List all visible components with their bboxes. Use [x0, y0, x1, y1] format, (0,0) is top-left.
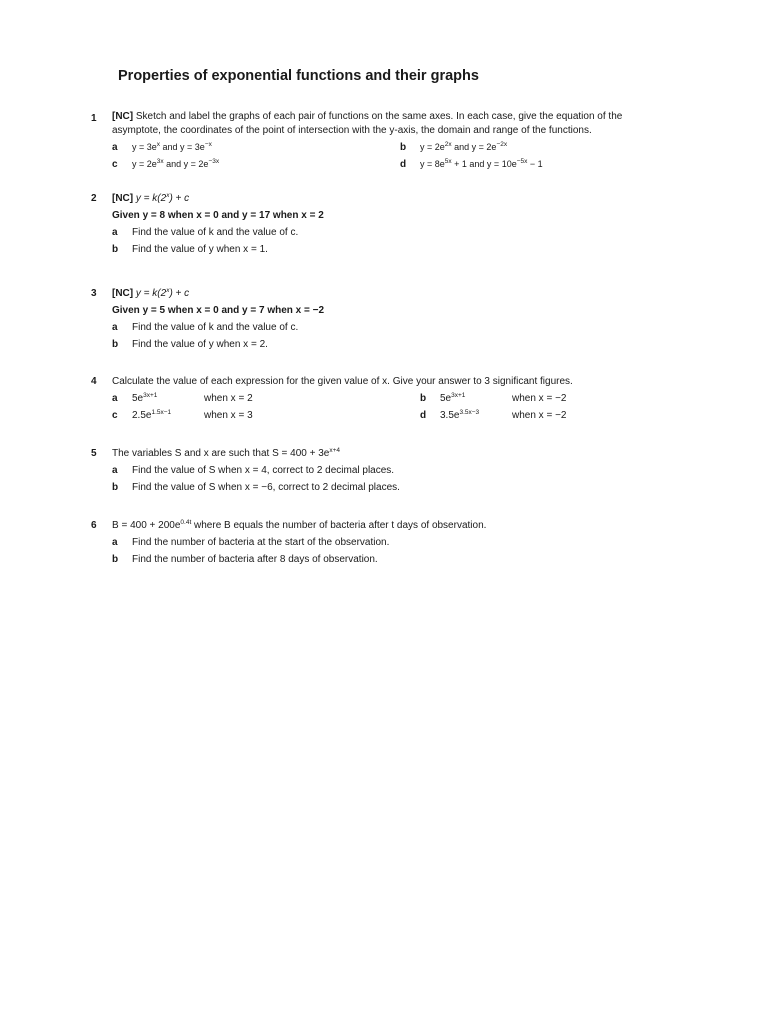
part-expression: $3.5e^{3.5x-3}$ [440, 409, 480, 421]
part-row: a Find the value of k and the value of c. [112, 224, 652, 241]
part-letter: d [400, 159, 407, 170]
part-text: Find the value of y when x = 1. [132, 244, 268, 255]
part-text: Find the value of k and the value of c. [132, 227, 299, 238]
part-row: a Find the value of S when x = 4, correct to 2 decimal places. [112, 462, 652, 479]
question-text: Calculate the value of each expression for the given value of x. Give your answer to 3 significant figures. [112, 376, 573, 387]
part-expression: $y = 2e^{2x}$ and $y = 2e^{-2x}$ [420, 141, 508, 152]
part-row [112, 156, 652, 173]
part-condition: when x = −2 [512, 410, 567, 421]
question-instructions: Sketch and label the graphs of each pair of functions on the same axes. In each case, give the equation of the asymptote, the coordinates of the point of intersection with the y-axis, the domain and range of the functions. [112, 111, 623, 136]
part-text: Find the number of bacteria after 8 days of observation. [132, 554, 378, 565]
question-number: 1 [91, 113, 97, 124]
part-row [112, 139, 652, 156]
part-row: c $2.5e^{1.5x-1}$ when x = 3 d $3.5e^{3.5x-3}$ when x = −2 [112, 407, 652, 424]
part-row: b Find the value of S when x = −6, correct to 2 decimal places. [112, 479, 652, 496]
part-text: Find the value of k and the value of c. [132, 322, 299, 333]
part-text: Find the value of y when x = 2. [132, 339, 268, 350]
part-expression: $5e^{3x+1}$ [440, 392, 466, 404]
part-condition: when x = 3 [204, 410, 253, 421]
question-text: $B = 400 + 200e^{0.4t}$ where B equals the number of bacteria after t days of observation. [112, 519, 487, 531]
question-text [112, 110, 644, 137]
question-number: 3 [91, 288, 97, 299]
part-expression: $5e^{3x+1}$ [132, 392, 158, 404]
question-number: 2 [91, 193, 97, 204]
part-letter: b [400, 142, 407, 153]
part-text: Find the value of S when x = 4, correct to 2 decimal places. [132, 465, 395, 476]
part-expression: $2.5e^{1.5x-1}$ [132, 409, 172, 421]
part-letter: a [112, 142, 118, 153]
part-row: b Find the number of bacteria after 8 days of observation. [112, 551, 652, 568]
given-condition: Given y = 5 when x = 0 and y = 7 when x = −2 [112, 305, 325, 316]
given-condition: Given y = 8 when x = 0 and y = 17 when x = 2 [112, 210, 324, 221]
part-expression: $y = 3e^x$ and $y = 3e^{-x}$ [132, 141, 212, 152]
part-row: a $5e^{3x+1}$ when x = 2 b $5e^{3x+1}$ when x = −2 [112, 390, 652, 407]
question-number: 4 [91, 376, 97, 387]
question-number: 6 [91, 520, 97, 531]
part-condition: when x = 2 [204, 393, 253, 404]
part-row: a Find the value of k and the value of c. [112, 319, 652, 336]
part-text: Find the number of bacteria at the start of the observation. [132, 537, 390, 548]
question-text: The variables S and x are such that $S = 400 + 3e^{x+4}$ [112, 447, 341, 459]
part-row: a Find the number of bacteria at the start of the observation. [112, 534, 652, 551]
part-row: b Find the value of y when x = 1. [112, 241, 652, 258]
part-expression: $y = 2e^{3x}$ and $y = 2e^{-3x}$ [132, 158, 220, 169]
question-number: 5 [91, 448, 97, 459]
part-letter: c [112, 159, 118, 170]
part-text: Find the value of S when x = −6, correct to 2 decimal places. [132, 482, 400, 493]
part-condition: when x = −2 [512, 393, 567, 404]
worksheet-title: Properties of exponential functions and their graphs [118, 68, 479, 84]
question-equation: [NC] $y = k(2^x) + c$ [112, 287, 190, 299]
part-row: b Find the value of y when x = 2. [112, 336, 652, 353]
part-expression: $y = 8e^{5x} + 1$ and $y = 10e^{-5x} - 1$ [420, 158, 543, 169]
nc-tag: [NC] [112, 111, 134, 122]
question-equation: [NC] $y = k(2^x) + c$ [112, 192, 190, 204]
